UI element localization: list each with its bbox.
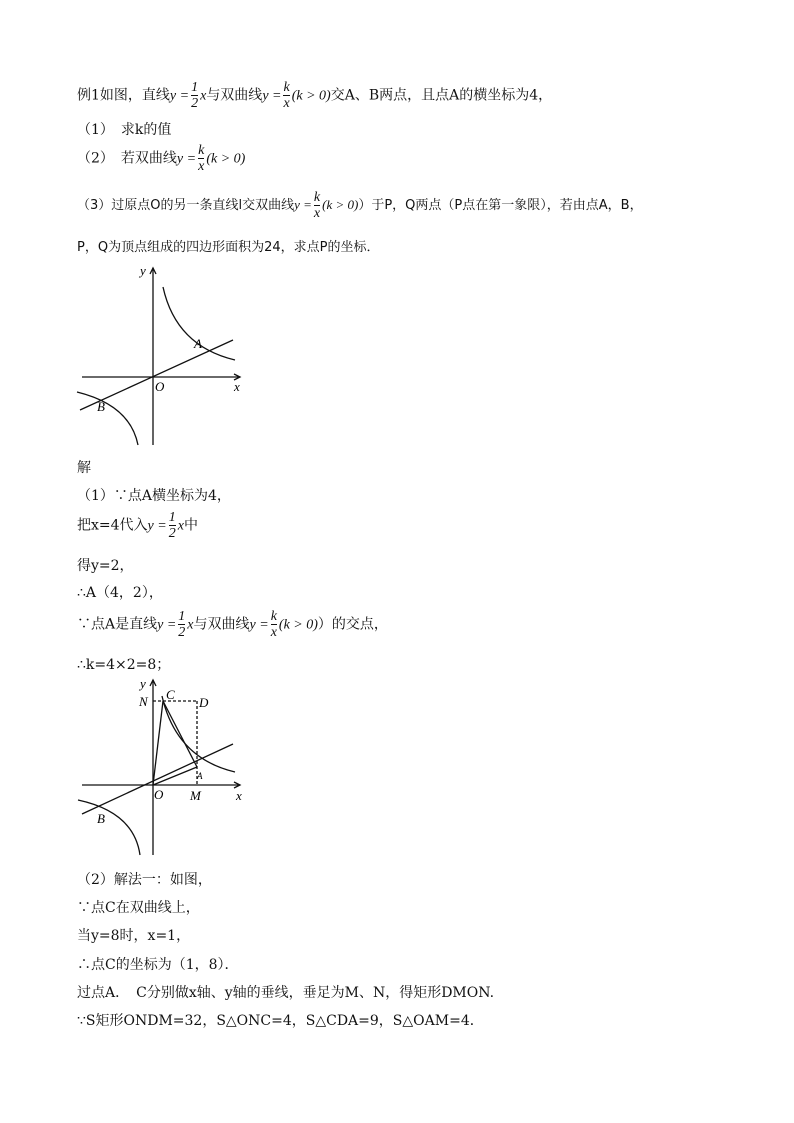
solution-step-1: （1）∵点A横坐标为4， xyxy=(77,488,231,504)
line-y-half-x xyxy=(82,744,233,814)
text: ）的交点， xyxy=(317,616,388,633)
text: 例1如图，直线 xyxy=(77,87,170,104)
numerator: k xyxy=(198,143,205,158)
equation-rhs: x xyxy=(187,617,194,633)
point-c-label: C xyxy=(166,687,175,702)
figure-2-graph xyxy=(70,673,250,858)
equation-lhs: y = xyxy=(157,617,177,633)
fraction xyxy=(169,510,176,541)
denominator: x xyxy=(270,625,277,640)
text: 把x=4代入 xyxy=(77,517,148,534)
question-3 xyxy=(77,190,643,221)
equation-lhs: y = xyxy=(294,197,312,212)
text: 中 xyxy=(183,517,198,534)
method-line-4: ∴点C的坐标为（1，8）． xyxy=(77,957,239,973)
point-d-label: D xyxy=(199,695,209,710)
numerator: 1 xyxy=(191,80,199,95)
equation-lhs: y = xyxy=(249,617,269,633)
point-b-label: B xyxy=(97,811,105,826)
equation-lhs: y = xyxy=(262,88,282,104)
x-label: x xyxy=(236,788,242,803)
equation-lhs: y = xyxy=(176,151,197,167)
equation-lhs: y = xyxy=(147,518,167,534)
denominator: x xyxy=(198,159,205,174)
point-a-label: A xyxy=(197,771,203,781)
solution-step-4: ∴A（4，2）， xyxy=(77,585,163,601)
numerator: 1 xyxy=(178,609,186,624)
method-line-3: 当y=8时，x=1， xyxy=(77,928,191,944)
origin-label: O xyxy=(155,379,165,394)
x-label: x xyxy=(234,379,240,394)
text: （3）过原点O的另一条直线l交双曲线 xyxy=(77,198,295,213)
solution-step-2 xyxy=(77,510,198,541)
condition: (k > 0) xyxy=(291,88,331,104)
equation-lhs: y = xyxy=(169,88,190,104)
text: 交A、B两点，且点A的横坐标为4， xyxy=(330,87,553,104)
numerator: k xyxy=(313,190,321,205)
solution-step-3: 得y=2， xyxy=(77,558,134,574)
numerator: k xyxy=(270,609,277,624)
solution-heading: 解 xyxy=(77,460,91,476)
solution-step-6: ∴k=4×2=8； xyxy=(77,657,171,673)
denominator: 2 xyxy=(178,625,186,640)
fraction xyxy=(198,143,204,174)
denominator: x xyxy=(283,96,290,111)
condition: (k > 0) xyxy=(206,151,246,167)
point-b-label: B xyxy=(97,399,105,414)
denominator: 2 xyxy=(168,526,176,541)
question-2 xyxy=(77,143,245,174)
text: ）于P，Q两点（P点在第一象限），若由点A，B， xyxy=(358,198,643,213)
fraction xyxy=(314,190,320,221)
equation-rhs: x xyxy=(200,88,207,104)
figure-1-graph xyxy=(70,262,250,448)
segment-ca xyxy=(163,701,197,767)
segment-oc xyxy=(153,701,163,785)
fraction xyxy=(283,80,289,111)
hyperbola-branch-3 xyxy=(77,392,138,445)
text: （2） 若双曲线 xyxy=(77,150,177,167)
fraction xyxy=(271,609,277,640)
condition: (k > 0) xyxy=(322,197,359,212)
point-m-label: M xyxy=(190,788,201,803)
question-1: （1） 求k的值 xyxy=(77,122,172,138)
text: 与双曲线 xyxy=(206,87,263,104)
method-line-5: 过点A． C分别做x轴、y轴的垂线，垂足为M、N，得矩形DMON. xyxy=(77,985,495,1001)
solution-step-5 xyxy=(77,609,388,640)
fraction xyxy=(178,609,185,640)
point-a-label: A xyxy=(194,336,202,351)
origin-label: O xyxy=(154,787,164,802)
numerator: k xyxy=(283,80,290,95)
problem-line-1 xyxy=(77,80,552,111)
y-label: y xyxy=(140,676,146,691)
denominator: 2 xyxy=(191,96,199,111)
method-line-1: （2）解法一：如图， xyxy=(77,872,212,888)
method-line-6: ∵S矩形ONDM=32，S△ONC=4，S△CDA=9，S△OAM=4． xyxy=(77,1013,484,1029)
point-n-label: N xyxy=(139,694,148,709)
text: ∵点A是直线 xyxy=(77,616,158,633)
condition: (k > 0) xyxy=(278,617,318,633)
y-label: y xyxy=(140,263,146,278)
denominator: x xyxy=(313,206,321,221)
method-line-2: ∵点C在双曲线上， xyxy=(77,900,200,916)
hyperbola-branch-3 xyxy=(78,800,140,855)
text: 与双曲线 xyxy=(193,616,250,633)
equation-rhs: x xyxy=(177,518,184,534)
segment-oa xyxy=(153,767,197,785)
question-3-line-2: P，Q为顶点组成的四边形面积为24，求点P的坐标． xyxy=(77,240,380,255)
numerator: 1 xyxy=(168,510,176,525)
fraction xyxy=(191,80,198,111)
